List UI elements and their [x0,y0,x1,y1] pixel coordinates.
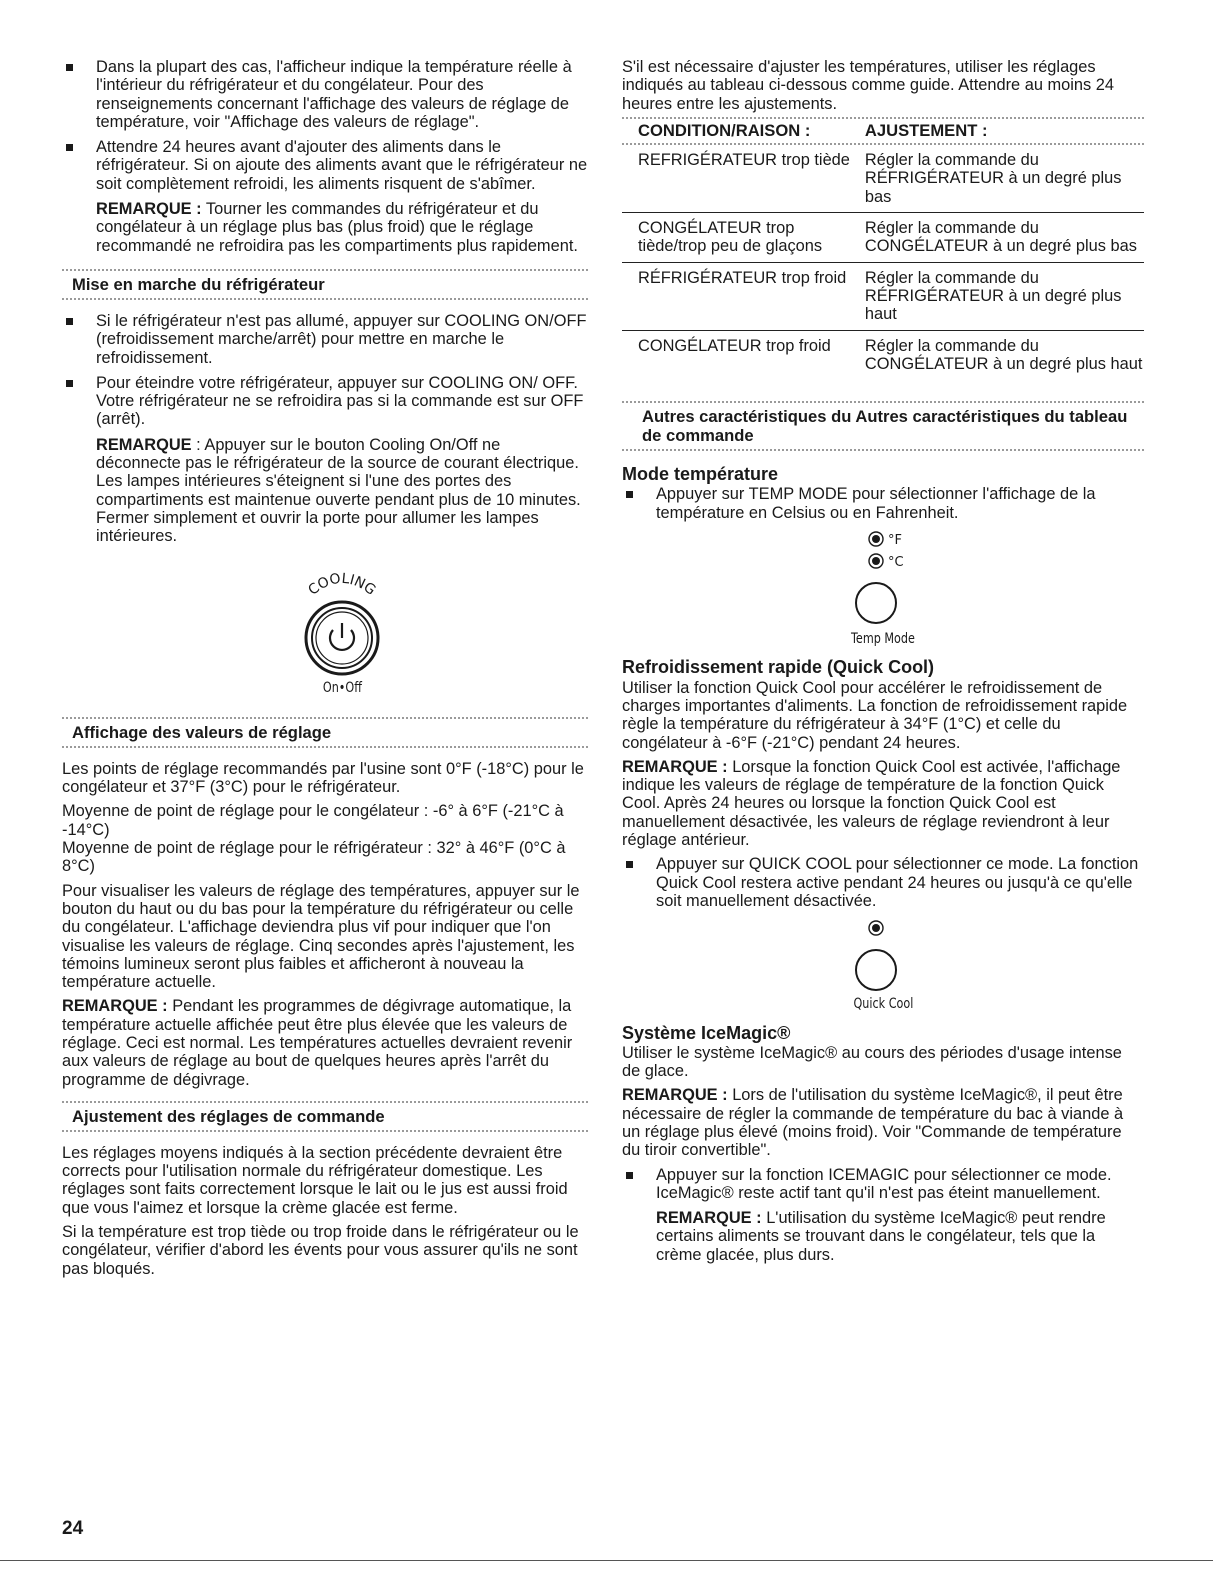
celsius-indicator-icon [869,554,883,568]
paragraph: Utiliser le système IceMagic® au cours des périodes d'usage intense de glace. [622,1043,1122,1081]
cooling-button-figure [282,560,402,678]
note-label: REMARQUE : [62,997,168,1016]
divider [62,298,588,300]
cooling-label: COOLING [305,570,379,599]
note-label: REMARQUE [96,435,192,454]
section-heading-temp-mode: Mode température [622,464,779,485]
paragraph: Moyenne de point de réglage pour le congélateur : -6° à 6°F (-21°C à -14°C) [62,802,564,839]
list-item: Pour éteindre votre réfrigérateur, appuyer sur COOLING ON/ OFF. Votre réfrigérateur ne se refroidira pas si la commande est sur OFF (arrêt). [62,374,588,429]
fahrenheit-indicator-icon [869,532,883,546]
table-row [622,145,1144,212]
table-cell: CONGÉLATEUR trop tiède/trop peu de glaçons [622,213,857,263]
divider [622,449,1144,451]
list-item: Appuyer sur QUICK COOL pour sélectionner ce mode. La fonction Quick Cool restera active pendant 24 heures ou jusqu'à ce qu'elle soit manuellement désactivée. [622,855,1144,910]
note-label: REMARQUE : [96,200,202,219]
list-item: Appuyer sur TEMP MODE pour sélectionner l'affichage de la température en Celsius ou en Fahrenheit. [622,485,1144,522]
list-item: Si le réfrigérateur n'est pas allumé, appuyer sur COOLING ON/OFF (refroidissement marche/arrêt) pour mettre en marche le refroidissement. [62,312,588,367]
note-text: Lorsque la fonction Quick Cool est activée, l'affichage indique les valeurs de réglage de température de la fonction Quick Cool. Après 24 heures ou lorsque la fonction Quick Cool est manuellement désactivée, les valeurs de réglage reviendront à leur réglage antérieur. [622,757,1121,850]
temp-mode-label: Temp Mode [851,631,915,648]
table-header-row [622,119,1144,143]
quick-cool-button-icon [856,950,896,990]
note-text: : Appuyer sur le bouton Cooling On/Off ne déconnecte pas le réfrigérateur de la source de courant électrique. Les lampes intérieures s'éteignent si l'une des portes des compartiments est maintenue ouverte pendant plus de 10 minutes. Fermer simplement et ouvrir la porte pour allumer les lampes intérieures. [96,435,581,546]
note-text: L'utilisation du système IceMagic® peut rendre certains aliments se trouvant dans le congélateur, tels que la crème glacée, plus durs. [656,1209,1106,1264]
quick-cool-bullet-list [622,855,1144,910]
quick-cool-button-figure [838,918,928,994]
celsius-label: °C [888,555,904,571]
paragraph: S'il est nécessaire d'ajuster les températures, utiliser les réglages indiqués au tableau ci-dessous comme guide. Attendre au moins 24 heures entre les ajustements. [622,58,1115,113]
quick-cool-label: Quick Cool [853,996,913,1013]
note-label: REMARQUE : [622,757,728,776]
section-heading-other-features: Autres caractéristiques du Autres caractéristiques du tableau de commande [642,407,1128,446]
right-column [622,58,1144,1274]
paragraph: Pour visualiser les valeurs de réglage des températures, appuyer sur le bouton du haut ou du bas pour la température du réfrigérateur ou celle du congélateur. L'affichage deviendra plus vif pour indiquer que l'on visualise les valeurs de réglage. Cinq secondes après l'ajustement, les témoins lumineux seront plus faibles et afficheront à nouveau la température actuelle. [62,881,580,992]
page-number: 24 [62,1518,84,1539]
section-heading-setpoint: Affichage des valeurs de réglage [72,722,332,742]
note-text: Tourner les commandes du réfrigérateur et du congélateur à un réglage plus bas (plus froid) que le réglage recommandé ne refroidira pas les compartiments plus rapidement. [96,200,578,255]
table-cell: Régler la commande du RÉFRIGÉRATEUR à un degré plus haut [857,262,1144,330]
paragraph: Utiliser la fonction Quick Cool pour accélérer le refroidissement de charges importantes d'aliments. La fonction de refroidissement rapide règle la température du réfrigérateur à 34°F (1°C) et celle du congélateur à -6°F (-21°C) pendant 24 heures. [622,678,1128,752]
list-item: Appuyer sur la fonction ICEMAGIC pour sélectionner ce mode. IceMagic® reste actif tant qu'il n'est pas éteint manuellement. [622,1166,1144,1203]
temp-mode-button-figure [838,529,928,629]
fahrenheit-label: °F [888,533,902,549]
quick-cool-figure [622,918,1144,1013]
on-off-label: On•Off [322,679,362,696]
temp-mode-figure [622,529,1144,648]
footer-rule [0,1560,1213,1561]
divider [62,1130,588,1132]
cooling-figure [96,560,588,697]
intro-bullet-list [62,58,588,193]
section-heading-startup: Mise en marche du réfrigérateur [72,274,325,294]
note-paragraph [62,997,588,1088]
note-paragraph [622,1086,1144,1159]
list-item: Attendre 24 heures avant d'ajouter des aliments dans le réfrigérateur. Si on ajoute des aliments avant que le réfrigérateur ne soit complètement refroidi, les aliments risquent de s'abîmer. [62,138,588,193]
table-row [622,262,1144,330]
note-label: REMARQUE : [622,1086,728,1105]
note-paragraph [622,1209,1144,1264]
section-heading-adjust: Ajustement des réglages de commande [72,1106,385,1126]
startup-bullet-list [62,312,588,429]
table-cell: REFRIGÉRATEUR trop tiède [622,145,857,212]
note-paragraph [62,200,588,255]
divider [62,746,588,748]
temp-mode-button-icon [856,583,896,623]
left-column [62,58,588,1284]
note-text: Lors de l'utilisation du système IceMagic®, il peut être nécessaire de régler la commande de température du bac à viande à un réglage plus élevé (moins froid). Voir "Commande de température du tiroir convertible". [622,1086,1124,1160]
column-header: AJUSTEMENT : [864,120,988,140]
quick-cool-indicator-icon [869,921,883,935]
section-heading-icemagic: Système IceMagic® [622,1022,791,1043]
table-cell: Régler la commande du CONGÉLATEUR à un degré plus bas [857,213,1144,263]
column-header: CONDITION/RAISON : [638,120,811,140]
adjustment-table [622,119,1144,379]
note-text: Pendant les programmes de dégivrage automatique, la température actuelle affichée peut être plus élevée que les valeurs de réglage. Ceci est normal. Les températures actuelles devraient revenir aux valeurs de réglage au bout de quelques heures après l'arrêt du programme de dégivrage. [62,997,573,1089]
paragraph: Moyenne de point de réglage pour le réfrigérateur : 32° à 46°F (0°C à 8°C) [62,839,566,876]
note-paragraph [62,436,588,546]
paragraph: Si la température est trop tiède ou trop froide dans le réfrigérateur ou le congélateur, vérifier d'abord les évents pour vous assurer qu'ils ne sont pas bloqués. [62,1223,579,1278]
temp-mode-bullet-list [622,485,1144,522]
svg-text:COOLING [305,570,378,598]
table-row [622,213,1144,263]
table-cell: Régler la commande du CONGÉLATEUR à un degré plus haut [864,336,1143,373]
table-cell: Régler la commande du RÉFRIGÉRATEUR à un degré plus bas [857,145,1144,212]
table-row [622,330,1144,379]
table-cell: RÉFRIGÉRATEUR trop froid [622,262,857,330]
icemagic-bullet-list [622,1166,1144,1203]
list-item: Dans la plupart des cas, l'afficheur indique la température réelle à l'intérieur du réfrigérateur et du congélateur. Pour des renseignements concernant l'affichage des valeurs de réglage de température, voir "Affichage des valeurs de réglage". [62,58,588,131]
note-paragraph [622,758,1144,849]
table-cell: CONGÉLATEUR trop froid [638,336,831,355]
paragraph: Les réglages moyens indiqués à la section précédente devraient être corrects pour l'utilisation normale du réfrigérateur domestique. Les réglages sont faits correctement lorsque le lait ou le jus est aussi froid que vous l'aimez et lorsque la crème glacée est ferme. [62,1143,568,1217]
section-heading-quick-cool: Refroidissement rapide (Quick Cool) [622,657,935,678]
note-label: REMARQUE : [656,1209,762,1228]
paragraph: Les points de réglage recommandés par l'usine sont 0°F (-18°C) pour le congélateur et 37°F (3°C) pour le réfrigérateur. [62,759,584,797]
power-button-icon [306,602,378,674]
